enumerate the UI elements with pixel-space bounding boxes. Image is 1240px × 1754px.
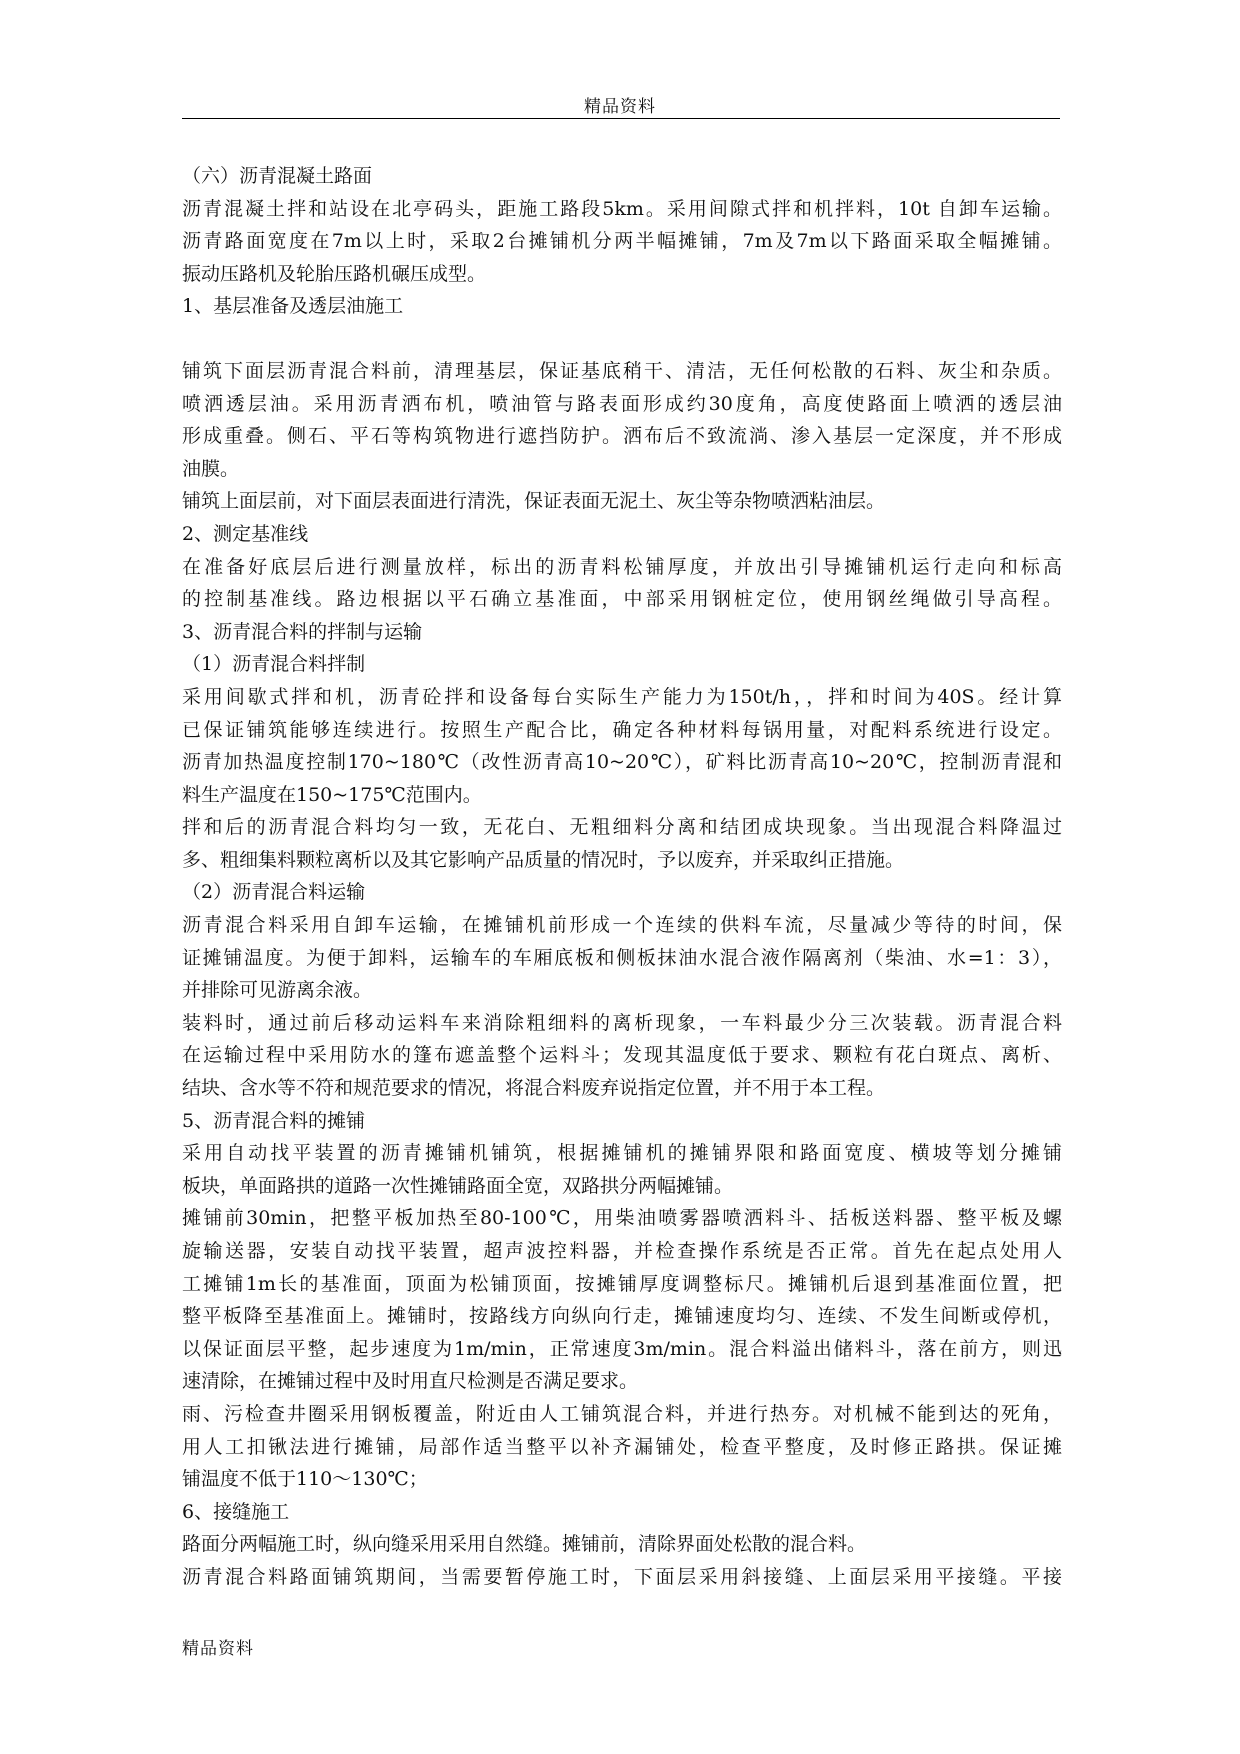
text-line: 速清除，在摊铺过程中及时用直尺检测是否满足要求。: [182, 1370, 639, 1393]
document-body: [182, 160, 1062, 1594]
text-line: 1、基层准备及透层油施工: [182, 295, 404, 318]
text-line: 料生产温度在150~175℃范围内。: [182, 783, 482, 806]
text-line: 整平板降至基准面上。摊铺时，按路线方向纵向行走，摊铺速度均匀、连续、不发生间断或停机，: [182, 1305, 1062, 1328]
text-line: 并排除可见游离余液。: [182, 979, 373, 1002]
text-line: 沥青混凝土拌和站设在北亭码头，距施工路段5km。采用间隙式拌和机拌料，10t 自卸车运输。: [182, 197, 1062, 220]
text-line: 结块、含水等不符和规范要求的情况，将混合料废弃说指定位置，并不用于本工程。: [182, 1077, 886, 1100]
text-line: 雨、污检查井圈采用钢板覆盖，附近由人工铺筑混合料，并进行热夯。对机械不能到达的死角，: [182, 1402, 1062, 1425]
text-line: 路面分两幅施工时，纵向缝采用采用自然缝。摊铺前，清除界面处松散的混合料。: [182, 1533, 867, 1556]
text-line: 已保证铺筑能够连续进行。按照生产配合比，确定各种材料每锅用量，对配料系统进行设定。: [182, 718, 1062, 741]
text-line: 采用自动找平装置的沥青摊铺机铺筑，根据摊铺机的摊铺界限和路面宽度、横坡等划分摊铺: [182, 1142, 1062, 1165]
text-line: 铺筑上面层前，对下面层表面进行清洗，保证表面无泥土、灰尘等杂物喷洒粘油层。: [182, 490, 886, 513]
text-line: （六）沥青混凝土路面: [182, 165, 373, 187]
text-line: 油膜。: [182, 457, 240, 480]
text-line: 的控制基准线。路边根据以平石确立基准面，中部采用钢桩定位，使用钢丝绳做引导高程。: [182, 588, 1062, 611]
text-line: 振动压路机及轮胎压路机碾压成型。: [182, 262, 487, 285]
text-line: 多、粗细集料颗粒离析以及其它影响产品质量的情况时，予以废弃，并采取纠正措施。: [182, 848, 905, 871]
text-line: 沥青路面宽度在7m以上时，采取2台摊铺机分两半幅摊铺，7m及7m以下路面采取全幅摊铺。: [182, 230, 1062, 253]
text-line: 证摊铺温度。为便于卸料，运输车的车厢底板和侧板抹油水混合液作隔离剂（柴油、水=1：3），: [182, 946, 1062, 969]
header-divider: [182, 118, 1060, 119]
text-line: 铺温度不低于110～130℃；: [182, 1468, 428, 1491]
text-line: （2）沥青混合料运输: [182, 881, 366, 904]
text-line: 拌和后的沥青混合料均匀一致，无花白、无粗细料分离和结团成块现象。当出现混合料降温过: [182, 816, 1062, 839]
text-line: 板块，单面路拱的道路一次性摊铺路面全宽，双路拱分两幅摊铺。: [182, 1174, 734, 1197]
text-line: 在运输过程中采用防水的篷布遮盖整个运料斗；发现其温度低于要求、颗粒有花白斑点、离析、: [182, 1044, 1062, 1067]
page-header: 精品资料: [584, 97, 656, 117]
text-line: 铺筑下面层沥青混合料前，清理基层，保证基底稍干、清洁，无任何松散的石料、灰尘和杂质。: [182, 359, 1062, 382]
text-line: 沥青混合料采用自卸车运输，在摊铺机前形成一个连续的供料车流，尽量减少等待的时间，保: [182, 914, 1062, 937]
text-line: 旋输送器，安装自动找平装置，超声波控料器，并检查操作系统是否正常。首先在起点处用人: [182, 1240, 1062, 1262]
text-line: 5、沥青混合料的摊铺: [182, 1109, 366, 1132]
text-line: 形成重叠。侧石、平石等构筑物进行遮挡防护。洒布后不致流淌、渗入基层一定深度，并不形成: [182, 425, 1062, 448]
text-line: 沥青加热温度控制170~180℃（改性沥青高10~20℃），矿料比沥青高10~20℃，控制沥青混和: [182, 751, 1062, 774]
text-line: 2、测定基准线: [182, 522, 309, 545]
text-line: 沥青混合料路面铺筑期间，当需要暂停施工时，下面层采用斜接缝、上面层采用平接缝。平接: [182, 1565, 1062, 1588]
text-line: 6、接缝施工: [182, 1500, 290, 1523]
text-line: 在准备好底层后进行测量放样，标出的沥青料松铺厚度，并放出引导摊铺机运行走向和标高: [182, 555, 1062, 578]
text-line: 用人工扣锹法进行摊铺，局部作适当整平以补齐漏铺处，检查平整度，及时修正路拱。保证摊: [182, 1435, 1062, 1458]
text-line: 以保证面层平整，起步速度为1m/min，正常速度3m/min。混合料溢出储料斗，落在前方，则迅: [182, 1337, 1062, 1360]
text-line: 喷洒透层油。采用沥青洒布机，喷油管与路表面形成约30度角，高度使路面上喷洒的透层油: [182, 392, 1062, 415]
page-footer: 精品资料: [182, 1639, 254, 1659]
text-line: 3、沥青混合料的拌制与运输: [182, 620, 423, 643]
text-line: 装料时，通过前后移动运料车来消除粗细料的离析现象，一车料最少分三次装载。沥青混合料: [182, 1011, 1062, 1034]
text-line: 采用间歇式拌和机，沥青砼拌和设备每台实际生产能力为150t/h，，拌和时间为40S。经计算: [182, 685, 1062, 708]
text-line: 摊铺前30min，把整平板加热至80-100℃，用柴油喷雾器喷洒料斗、括板送料器、整平板及螺: [182, 1207, 1062, 1230]
text-line: 工摊铺1m长的基准面，顶面为松铺顶面，按摊铺厚度调整标尺。摊铺机后退到基准面位置，把: [182, 1272, 1062, 1295]
blank-line: [182, 323, 1062, 355]
text-line: （1）沥青混合料拌制: [182, 653, 366, 676]
